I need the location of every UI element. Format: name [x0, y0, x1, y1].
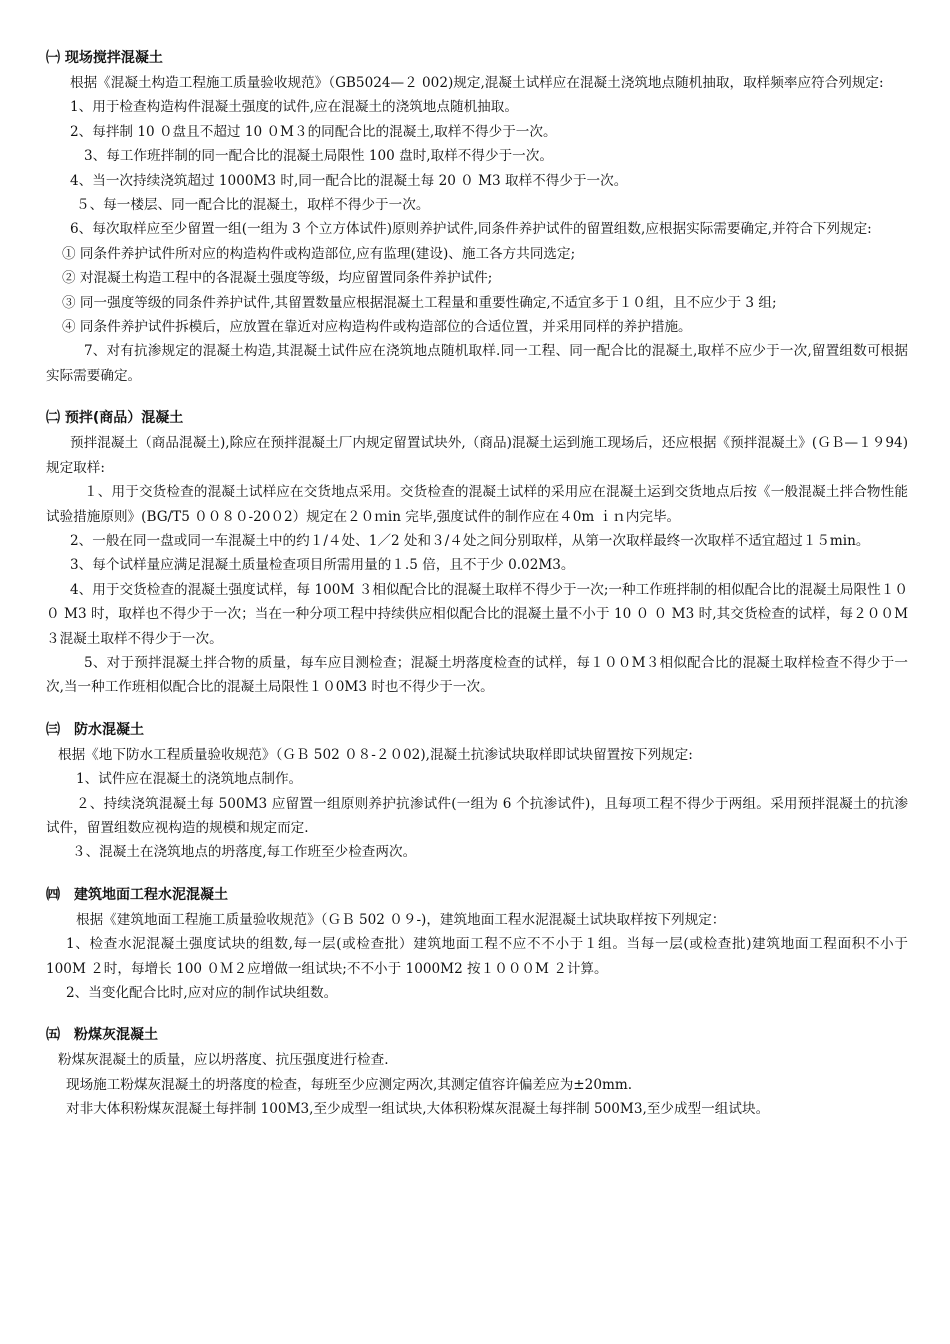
paragraph: 根据《混凝土构造工程施工质量验收规范》（GB5024—２ 002)规定,混凝土试样应在混凝土浇筑地点随机抽取，取样频率应符合列规定:: [70, 75, 884, 91]
list-item: １、用于交货检查的混凝土试样应在交货地点采用。交货检查的混凝土试样的采用应在混凝土运到交货地点后按《一般混凝土拌合物性能试验措施原则》(BG/T5 ００８０-20０2）规定在２０ｍin 完毕,强度试件的制作应在４0m ｉｎ内完毕。: [46, 484, 908, 525]
list-item: 2、当变化配合比时,应对应的制作试块组数。: [66, 985, 338, 1001]
paragraph: 现场施工粉煤灰混凝土的坍落度的检查，每班至少应测定两次,其测定值容许偏差应为±20mm.: [66, 1076, 633, 1093]
list-item: 4、用于交货检查的混凝土强度试样，每 100M ３相似配合比的混凝土取样不得少于一次;一种工作班拌制的相似配合比的混凝土局限性１００ M3 时，取样也不得少于一次；当在一种分项工程中持续供应相似配合比的混凝土量不小于 10 ０ ０ M3 时,其交货检查的试样，每２００M３混凝土取样不得少于一次。: [46, 581, 908, 647]
section-fly-ash-concrete: [46, 1025, 908, 1121]
paragraph: 预拌混凝土（商品混凝土),除应在预拌混凝土厂内规定留置试块外,（商品)混凝土运到施工现场后，还应根据《预拌混凝土》(ＧＢ—１９94)规定取样:: [46, 435, 908, 476]
list-item: 3、每个试样量应满足混凝土质量检查项目所需用量的１.5 倍，且不于少 0.02M3。: [70, 557, 575, 574]
sub-list-item: ② 对混凝土构造工程中的各混凝土强度等级，均应留置同条件养护试件;: [62, 270, 493, 287]
sub-list-item: ③ 同一强度等级的同条件养护试件,其留置数量应根据混凝土工程量和重要性确定,不适宜多于１０组，且不应少于 3 组;: [62, 294, 777, 311]
sub-list-item: ① 同条件养护试件所对应的构造构件或构造部位,应有监理(建设)、施工各方共同选定;: [62, 245, 576, 262]
paragraph: 粉煤灰混凝土的质量，应以坍落度、抗压强度进行检查.: [58, 1052, 389, 1069]
sub-list-item: ④ 同条件养护试件拆模后，应放置在靠近对应构造构件或构造部位的合适位置，并采用同样的养护措施。: [62, 319, 692, 336]
list-item: 6、每次取样应至少留置一组(一组为 3 个立方体试件)原则养护试件,同条件养护试件的留置组数,应根据实际需要确定,并符合下列规定:: [70, 221, 872, 238]
list-item: 1、用于检查构造构件混凝土强度的试件,应在混凝土的浇筑地点随机抽取。: [70, 99, 518, 116]
paragraph: 根据《地下防水工程质量验收规范》（ＧＢ 502 ０８-２０02),混凝土抗渗试块取样即试块留置按下列规定:: [58, 746, 693, 763]
list-item: 1、试件应在混凝土的浇筑地点制作。: [76, 771, 303, 788]
paragraph: 根据《建筑地面工程施工质量验收规范》（ＧＢ 502 ０９-)，建筑地面工程水泥混凝土试块取样按下列规定：: [76, 911, 726, 928]
list-item: 4、当一次持续浇筑超过 1000M3 时,同一配合比的混凝土每 20 ０ M3 取样不得少于一次。: [70, 172, 628, 189]
section-heading: ㈣ 建筑地面工程水泥混凝土: [46, 886, 228, 903]
list-item: 3、每工作班拌制的同一配合比的混凝土局限性 100 盘时,取样不得少于一次。: [84, 148, 553, 165]
document-page: [46, 48, 908, 1142]
list-item: 5、对于预拌混凝土拌合物的质量，每车应目测检查；混凝土坍落度检查的试样，每１００M３相似配合比的混凝土取样检查不得少于一次,当一种工作班相似配合比的混凝土局限性１０0M3 时也不得少于一次。: [46, 654, 908, 696]
section-waterproof-concrete: [46, 720, 908, 865]
section-site-mixed-concrete: [46, 48, 908, 388]
list-item: ２、持续浇筑混凝土每 500M3 应留置一组原则养护抗渗试件(一组为 6 个抗渗试件)，且每项工程不得少于两组。采用预拌混凝土的抗渗试件，留置组数应视构造的规模和规定而定.: [46, 795, 908, 836]
list-item: 2、一般在同一盘或同一车混凝土中的约１/４处、1／2 处和３/４处之间分别取样，从第一次取样最终一次取样不适宜超过１５min。: [70, 532, 870, 549]
section-heading: ㈠ 现场搅拌混凝土: [46, 50, 163, 66]
paragraph: 对非大体积粉煤灰混凝土每拌制 100M3,至少成型一组试块,大体积粉煤灰混凝土每拌制 500M3,至少成型一组试块。: [66, 1101, 770, 1118]
list-item: 7、对有抗渗规定的混凝土构造,其混凝土试件应在浇筑地点随机取样.同一工程、同一配合比的混凝土,取样不应少于一次,留置组数可根据实际需要确定。: [46, 343, 908, 384]
list-item: ５、每一楼层、同一配合比的混凝土，取样不得少于一次。: [76, 197, 430, 214]
list-item: 1、检查水泥混凝土强度试块的组数,每一层(或检查批）建筑地面工程不应不不小于１组。当每一层(或检查批)建筑地面工程面积不小于 100M ２时，每增长 100 ０Ｍ２应增做一组试块;不不小于 1000M2 按１０００M ２计算。: [46, 936, 908, 977]
list-item: ３、混凝土在浇筑地点的坍落度,每工作班至少检查两次。: [72, 844, 417, 861]
section-heading: ㈤ 粉煤灰混凝土: [46, 1027, 158, 1044]
section-heading: ㈡ 预拌(商品）混凝土: [46, 410, 184, 427]
list-item: 2、每拌制 10 ０盘且不超过 10 ０M３的同配合比的混凝土,取样不得少于一次。: [70, 123, 557, 140]
section-floor-cement-concrete: [46, 885, 908, 1006]
section-ready-mixed-concrete: [46, 408, 908, 699]
section-heading: ㈢ 防水混凝土: [46, 721, 144, 738]
